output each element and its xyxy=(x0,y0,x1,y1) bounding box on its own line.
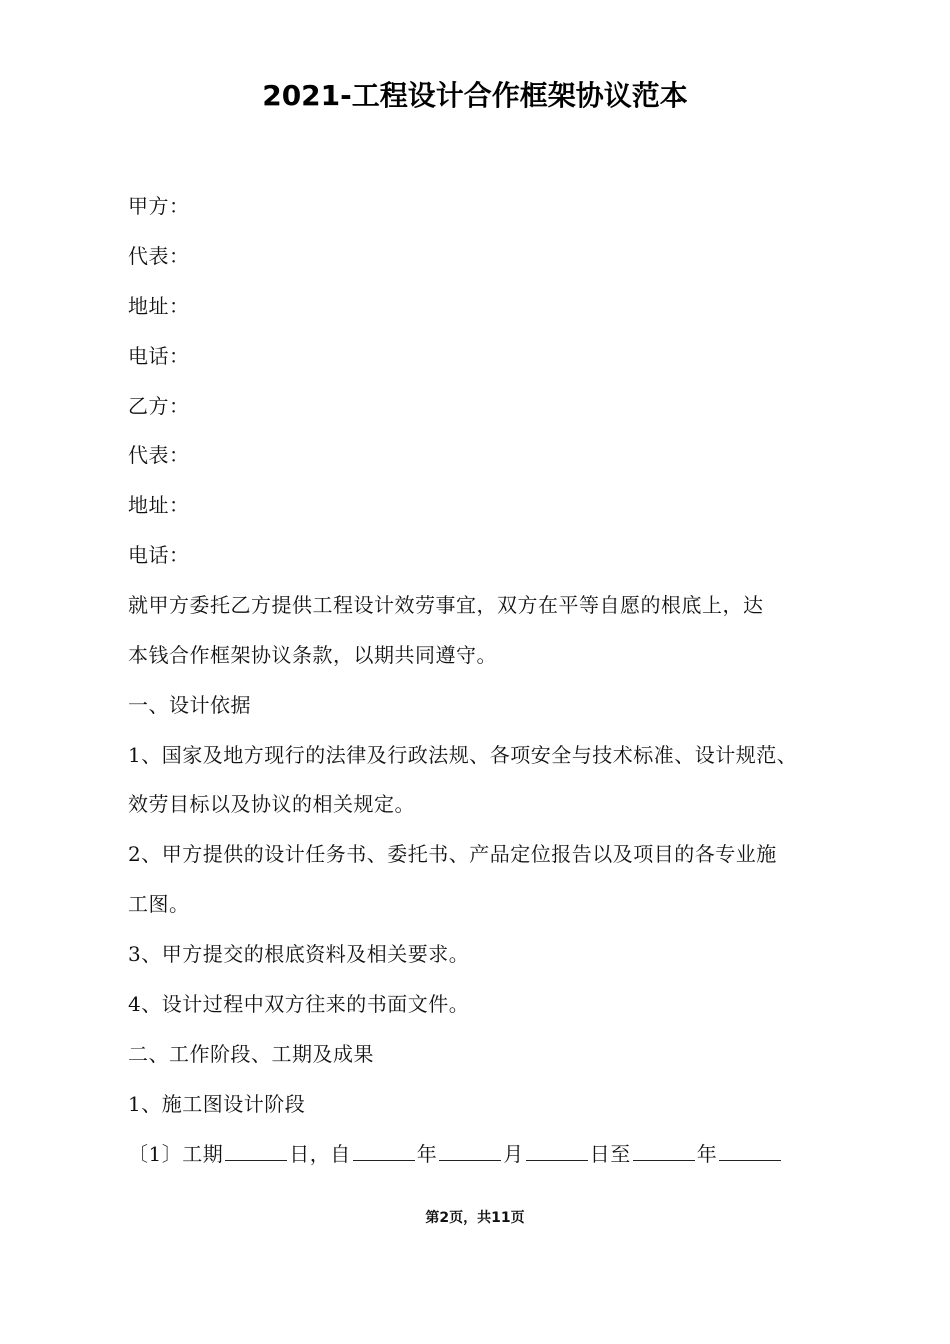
clause-2-line2: 工图。 xyxy=(128,892,190,916)
clause-1-line2: 效劳目标以及协议的相关规定。 xyxy=(128,792,415,816)
period-year1: 年 xyxy=(416,1142,438,1166)
start-day-blank[interactable] xyxy=(526,1140,588,1161)
period-day-from: 日，自 xyxy=(289,1142,351,1166)
days-blank[interactable] xyxy=(225,1140,287,1161)
section-heading-design-basis: 一、设计依据 xyxy=(128,693,251,717)
clause-4: 4、设计过程中双方往来的书面文件。 xyxy=(128,992,470,1016)
document-title: 2021-工程设计合作框架协议范本 xyxy=(262,79,688,112)
page-footer: 第2页，共11页 xyxy=(425,1210,525,1226)
party-b-address: 地址： xyxy=(128,493,190,517)
party-b-phone: 电话： xyxy=(128,543,190,567)
period-prefix: 〔1〕工期 xyxy=(128,1142,224,1166)
intro-paragraph-line1: 就甲方委托乙方提供工程设计效劳事宜，双方在平等自愿的根底上，达 xyxy=(128,593,764,617)
party-b-label: 乙方： xyxy=(128,394,190,418)
section-heading-work-stages: 二、工作阶段、工期及成果 xyxy=(128,1042,374,1066)
start-month-blank[interactable] xyxy=(439,1140,501,1161)
end-month-blank[interactable] xyxy=(719,1140,781,1161)
clause-1-line1: 1、国家及地方现行的法律及行政法规、各项安全与技术标准、设计规范、 xyxy=(128,743,798,767)
period-line xyxy=(128,1139,783,1169)
party-b-representative: 代表： xyxy=(128,443,190,467)
period-month1: 月 xyxy=(503,1142,524,1166)
party-a-address: 地址： xyxy=(128,294,190,318)
stage-1-heading: 1、施工图设计阶段 xyxy=(128,1092,306,1116)
party-a-label: 甲方： xyxy=(128,194,190,218)
intro-paragraph-line2: 本钱合作框架协议条款，以期共同遵守。 xyxy=(128,643,497,667)
period-day-to: 日至 xyxy=(589,1142,631,1166)
party-a-phone: 电话： xyxy=(128,344,190,368)
end-year-blank[interactable] xyxy=(633,1140,695,1161)
clause-2-line1: 2、甲方提供的设计任务书、委托书、产品定位报告以及项目的各专业施 xyxy=(128,842,777,866)
period-year2: 年 xyxy=(696,1142,718,1166)
start-year-blank[interactable] xyxy=(353,1140,415,1161)
clause-3: 3、甲方提交的根底资料及相关要求。 xyxy=(128,942,470,966)
party-a-representative: 代表： xyxy=(128,244,190,268)
